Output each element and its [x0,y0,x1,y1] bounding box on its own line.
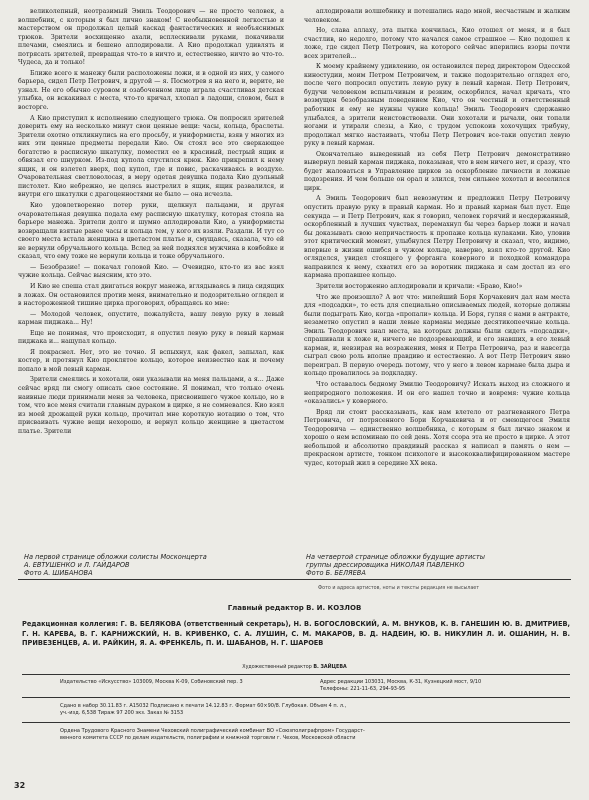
section-divider [18,579,571,580]
caption-line: На четвертой странице обложки будущие артисты [306,553,485,561]
print-line: уч.-изд. 6,538 Тираж 97 200 экз. Заказ № 3153 [60,709,184,716]
article-left-column [18,8,284,546]
paragraph: Вряд ли стоит рассказывать, как нам влетело от разгневанного Петра Петровича, от потрясенного Бори Корчакевича и от смеющегося Эмиля Теодоровича — единственно волшебника, с которым я был лично знаком и хорошо о нем вспоминаю по сей день. Хотя ссора эта не просто в цирке. А этот небольшой и абсолютно правдивый рассказ я написал в память о нем — прекрасном артисте, тонком психологе и высококвалифицированном мастере чудес, который жил в середине XX века. [304,408,570,467]
imprint-rule-middle [22,697,570,698]
editorial-address [320,679,570,693]
paragraph: Ближе всего к манежу были расположены ложи, и в одной из них, у самого барьера, сидел Петр Петрович, в другой — я. Посмотрев я на него и, верите, не узнал. Не его обычно суровом и озабоченном лице играла счастливая детская улыбка, он вскакивал с места, что-то кричал, хлопал в ладоши, словом, был в восторге. [18,69,284,112]
paragraph: Зрители восторженно аплодировали и кричали: «Браво, Кио!» [316,282,523,290]
publisher-line: Издательство «Искусство» 103009, Москва К-09, Собиновский пер. 3 [60,679,243,685]
caption-line: А. ЕВТУШЕНКО и Л. ГАЙДАРОВ [24,561,130,570]
caption-line: группы дрессировщика НИКОЛАЯ ПАВЛЕНКО [306,561,465,570]
paragraph: А Кио приступил к исполнению следующего трюка. Он попросил зрителей доверить ему на несколько минут свои ценные вещи: часы, кольца, браслеты. Зрители охотно откликнулись на его просьбу, и униформисты, взяв у многих из них эти ценные предметы передали Кио. Он стоял все это сверкающее богатство в расписную шкатулку, поместил ее в красивый, пестрый ящик и обвязал его шнурком. Из-под купола спустился крюк. Кио прикрепил к нему ящик, и он взлетел вверх, под купол, где и повис, раскачиваясь в воздухе. Очаровательная светловолосая, в меру одетая девушка подала Кио дуэльный пистолет. Кио небрежно, не целясь выстрелил в ящик, ящик развалился, и внутри его шкатулки с драгоценностями не было — она исчезла. [18,114,284,199]
caption-line: Фото Б. БЕЛЯЕВА [306,569,366,578]
printer-line: Ордена Трудового Красного Знамени Чеховский полиграфический комбинат ВО «Союзполиграфпром» Государст- [60,728,365,734]
paragraph: аплодировали волшебнику и потешались надо мной, несчастным и жалким человеком. [304,8,570,24]
paragraph: Я покраснел. Нет, это не точно. Я вспыхнул, как факел, запылал, как костер, и протянул Кио проклятое кольцо, которое неизвестно как и почему попало в мой левый карман. [18,348,284,373]
board-names: Г. В. БЕЛЯКОВА (ответственный секретарь), Н. В. БОГОСЛОВСКИЙ, А. М. ВНУКОВ, К. В. ГАНЕШИН Ю. В. ДМИТРИЕВ, Г. Н. КАРЕВА, В. Г. КАРНИЖСКИЙ, Н. В. КРИВЕНКО, С. А. ЛУШИН, С. М. МАКАРОВ, В. Д. НАДЕИН, Ю. В. НИКУЛИН Л. И. ОШАНИН, Н. В. ПРИВЕЗЕНЦЕВ, А. И. РАЙКИН, Я. А. ФРЕНКЕЛЬ, П. И. ШАБАНОВ, Н. Г. ШАРОЕВ [22,620,570,648]
art-editor [0,665,589,670]
art-editor-name: В. ЗАЙЦЕВА [313,665,347,670]
imprint-rule-top [22,674,570,675]
imprint-rule-bottom [22,722,570,723]
chief-editor: Главный редактор В. И. КОЗЛОВ [227,604,362,612]
phone-line: Телефоны: 221-11-63, 294-93-95 [320,685,406,692]
paragraph: — Молодой человек, опустите, пожалуйста, вашу левую руку в левый карман пиджака... Ну! [18,310,284,327]
cover-caption-first [24,553,294,578]
paragraph: Что оставалось бедному Эмилю Теодоровичу? Искать выход из сложного и неприродного положения. И он его нашел точно и вовремя: чужие кольца «оказались» у коверного. [304,380,570,406]
paragraph: Зрители смеялись и хохотали, они указывали на меня пальцами, а я... Даже сейчас вряд ли смогу описать свое состояние. Я понимал, что только очень наивные люди принимали меня за человека, присвоившего чужое кольцо, но в том, что все меня считали главным дураком в цирке, я не сомневался. Кио взял из моей дрожащей руки кольцо, прочитал мне короткую нотацию о том, что присваивать чужие вещи нехорошо, и вернул кольцо женщине в цветастом платье. Зрители [18,376,284,435]
paragraph: Кио удовлетворенно потер руки, щелкнул пальцами, и другая очаровательная девушка подала ему расписную шкатулку, которая стояла на барьере манежа. Зрители долго и шумно аплодировали Кио, а униформисты возвращали взятые ранее часы и кольца тем, у кого их взяли. Раздали. И тут со своего места встала женщина в цветастом платье и, смущаясь, сказала, что ей не вернули обручального кольца. Вслед за ней поднялся мужчина в ковбойке и сказал, что ему тоже не вернули кольца и тоже обручального. [18,202,284,261]
paragraph: великолепный, неотразимый Эмиль Теодорович — не просто человек, а волшебник, с которым я был лично знаком! С необыкновенной легкостью и мастерством он продолжал целый каскад фантастических и необъяснимых трюков. Зрители восхищенно ахали, всплескивали руками, покачивали плечами, смеялись и бешено аплодировали. А Кио продолжал удивлять и потрясать зрителей, превращая что-то в ничто и, естественно, ничто во что-то. Чудеса, да и только! [18,8,284,67]
editorial-board [22,620,570,649]
print-line: Сдано в набор 30.11.83 г. А15032 Подписано к печати 14.12.83 г. Формат 60×90/8. Глубокая. Объем 4 п. л., [60,703,347,709]
publisher-info [60,679,290,686]
cover-caption-fourth [306,553,576,578]
paragraph: Но, слава аллаху, эта пытка кончилась, Кио отошел от меня, и я был счастлив, но недолго, потому что начался самое страшное — Кио подошел к ложе, где сидел Петр Петрович, на которого сейчас вперились взоры почти всех зрителей... [304,27,570,60]
article-right-column [304,8,570,546]
paragraph: — Безобразие! — покачал головой Кио. — Очевидно, кто-то из вас взял чужие кольца. Сейчас выясним, кто это. [18,263,284,280]
art-editor-label: Художественный редактор [242,665,312,670]
paragraph: Окончательно выведенный из себя Петр Петрович демонстративно вывернул левый карман пиджака, показывая, что в нем ничего нет, и сразу, что будет жаловаться в Управление цирков за оскорбление личности и ложные подозрения. И чем больше он орал и злился, тем сильнее хохотал и веселился цирк. [304,150,570,192]
printer-line: венного комитета СССР по делам издательств, полиграфии и книжной торговли г. Чехов, Московской области [60,734,356,741]
credits-note: Фото и адреса артистов, ноты и тексты редакция не высылает [318,586,480,591]
board-label: Редакционная коллегия: [22,620,119,628]
paragraph: Что же произошло? А вот что: милейший Боря Корчакевич дал нам места для «подсадки», то есть для специально описываемых людей, которые должны были подыграть Кио, когда «пропали» кольца. И Боря, гуляя с нами в антракте, незаметно опустил в наши левые карманы медные десятикопеечные кольца. Эмиль Теодорович знал места, на которых должны были сидеть «подсадки», спрашивали к ложе и, ничего не подозревающий, и его знавших, в его левый карман, и, невзирая на возражения, меня и Петра Петровича, раз и навсегда сыграл свою роль вполне правдиво и естественно. А вот Петр Петрович явно переиграл. В первую очередь потому, что у него в левом кармане была дыра и кольцо провалилось за подкладку. [304,293,570,378]
paragraph: К моему крайнему удивлению, он остановился перед директором Одесской киностудии, моим Петром Петровичем, и также подозрительно оглядел его, после чего попросил опустить левую руку в левый карман. Петр Петрович, будучи человеком вспыльчивым и резким, оскорбился, начал кричать, что возмущен безобразным поведением Кио, что он честный и ответственный работник и ему не нужны чужие кольца! Эмиль Теодорович сдержанно улыбался, а зрители неистовствовали. Они хохотали и рычали, они топали ногами и утирали слезы, а Кио, с трудом успокоив хохочущих трибуну, продолжал мягко настаивать, чтобы Петр Петрович все-таки опустил левую руку в левый карман. [304,63,570,148]
printer-info [60,728,560,742]
caption-line: На первой странице обложки солисты Москонцерта [24,553,207,561]
page-number: 32 [14,781,26,790]
address-line: Адрес редакции 103031, Москва, К-31, Кузнецкий мост, 9/10 [320,679,482,685]
caption-line: Фото А. ШИБАНОВА [24,569,93,578]
paragraph: А Эмиль Теодорович был невозмутим и предложил Петру Петровичу опустить правую руку в правый карман. Но и правый карман был пуст. Еще секунда — и Петр Петрович, как я говорил, человек горячий и несдержанный, оскорбленный в лучших чувствах, перемахнул бы через барьер ложи и начал бы доказывать свою непричастность к пропаже кольца кулаками. Кио, уловив этот критический момент, улыбнулся Петру Петровичу и сказал, что, видимо, впервые в жизни ошибся в чужом кольце, наверно, взял кто-то другой. Кио огляделся, увидел стоящего у форганга коверного и походкой командора направился к нему, схватил его за воротник пиджака и сам достал из его кармана пропавшее кольцо. [304,195,570,280]
paragraph: И Кио не спеша стал двигаться вокруг манежа, вглядываясь в лица сидящих в ложах. Он остановился против меня, внимательно и подозрительно оглядел и в настороженной тишине цирка проговорил, обращаясь ко мне: [18,282,284,308]
print-details [60,703,560,717]
paragraph: Еще не понимая, что происходит, я опустил левую руку в левый карман пиджака и... нащупал кольцо. [18,329,284,346]
